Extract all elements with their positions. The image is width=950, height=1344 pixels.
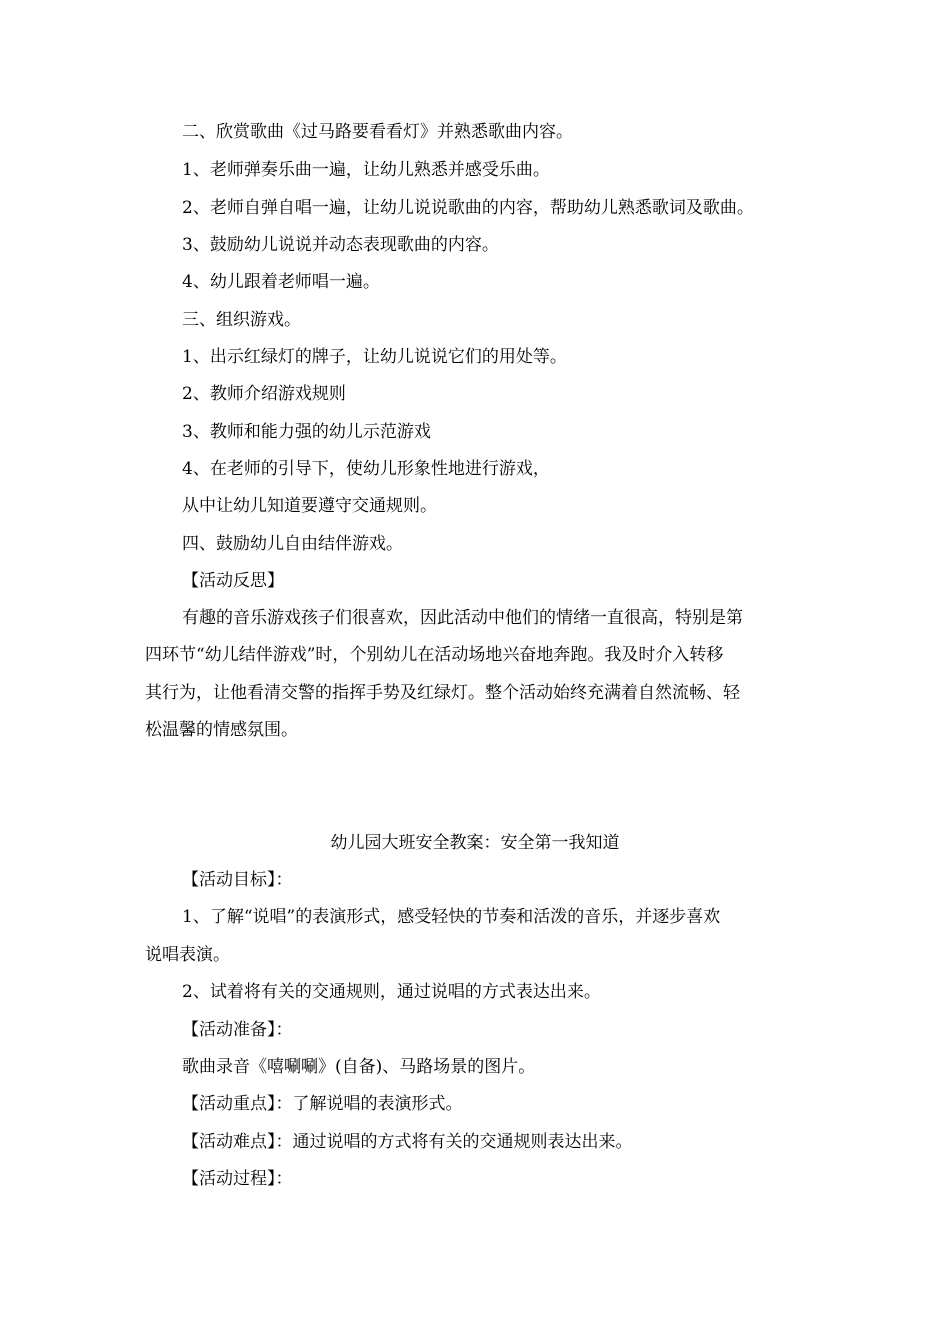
difficulty-text: 通过说唱的方式将有关的交通规则表达出来。 — [292, 1132, 633, 1152]
reflection-line: 其行为，让他看清交警的指挥手势及红绿灯。整个活动始终充满着自然流畅、轻 — [145, 683, 740, 703]
goal-line: 说唱表演。 — [145, 945, 230, 965]
paragraph-line: 1、出示红绿灯的牌子，让幼儿说说它们的用处等。 — [182, 347, 567, 367]
prep-text: 歌曲录音《嘻唰唰》(自备)、马路场景的图片。 — [182, 1057, 536, 1077]
key-point-text: 了解说唱的表演形式。 — [292, 1094, 463, 1114]
paragraph-line: 3、鼓励幼儿说说并动态表现歌曲的内容。 — [182, 235, 499, 255]
goal-heading: 【活动目标】： — [182, 870, 293, 890]
goal-line: 1、了解“说唱”的表演形式，感受轻快的节奏和活泼的音乐，并逐步喜欢 — [182, 907, 721, 927]
paragraph-line: 4、在老师的引导下，使幼儿形象性地进行游戏， — [182, 459, 550, 479]
section-heading: 二、欣赏歌曲《过马路要看看灯》并熟悉歌曲内容。 — [182, 122, 573, 142]
goal-line: 2、试着将有关的交通规则，通过说唱的方式表达出来。 — [182, 982, 601, 1002]
paragraph-line: 4、幼儿跟着老师唱一遍。 — [182, 272, 380, 292]
section-heading: 四、鼓励幼儿自由结伴游戏。 — [182, 534, 403, 554]
section-heading: 三、组织游戏。 — [182, 310, 301, 330]
key-point-heading: 【活动重点】： — [182, 1094, 293, 1114]
paragraph-line: 3、教师和能力强的幼儿示范游戏 — [182, 422, 431, 442]
reflection-heading: 【活动反思】 — [182, 571, 284, 591]
reflection-line: 四环节“幼儿结伴游戏”时，个别幼儿在活动场地兴奋地奔跑。我及时介入转移 — [145, 645, 724, 665]
key-point-line — [182, 1094, 463, 1114]
difficulty-heading: 【活动难点】： — [182, 1132, 293, 1152]
lesson-title: 幼儿园大班安全教案：安全第一我知道 — [330, 833, 620, 853]
difficulty-line — [182, 1132, 633, 1152]
paragraph-line: 2、老师自弹自唱一遍，让幼儿说说歌曲的内容，帮助幼儿熟悉歌词及歌曲。 — [182, 198, 754, 218]
prep-heading: 【活动准备】： — [182, 1020, 293, 1040]
reflection-line: 松温馨的情感氛围。 — [145, 720, 298, 740]
reflection-line: 有趣的音乐游戏孩子们很喜欢，因此活动中他们的情绪一直很高，特别是第 — [182, 608, 743, 628]
paragraph-line: 1、老师弹奏乐曲一遍，让幼儿熟悉并感受乐曲。 — [182, 160, 550, 180]
paragraph-line: 2、教师介绍游戏规则 — [182, 384, 346, 404]
paragraph-line: 从中让幼儿知道要遵守交通规则。 — [182, 496, 437, 516]
process-heading: 【活动过程】： — [182, 1169, 293, 1189]
